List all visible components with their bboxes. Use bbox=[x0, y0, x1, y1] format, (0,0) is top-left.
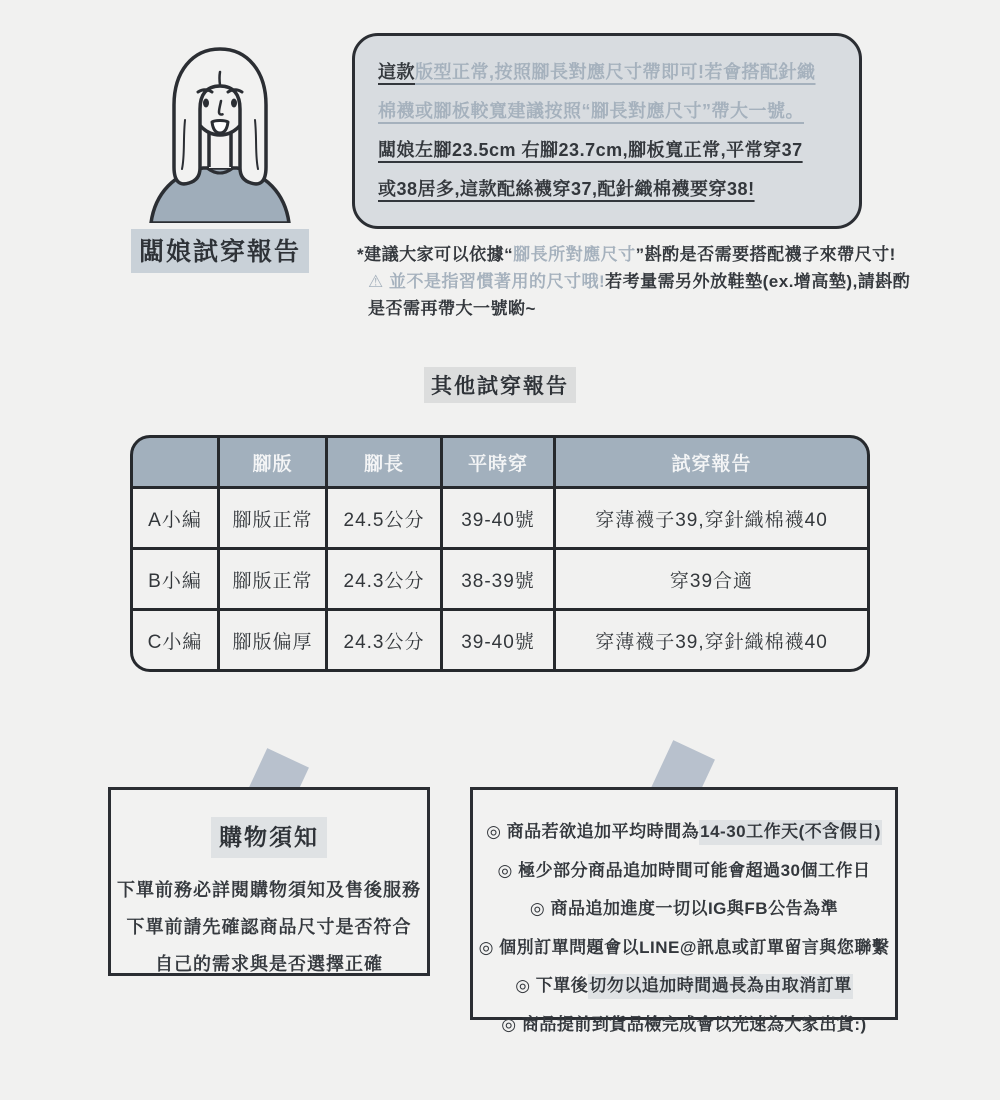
table-row-b-foot-shape: 腳版正常 bbox=[220, 550, 325, 608]
table-row-c-foot-shape: 腳版偏厚 bbox=[220, 611, 325, 669]
shopping-notice-body bbox=[111, 872, 427, 983]
shopping-notice-title bbox=[111, 817, 427, 858]
table-row-b-report: 穿39合適 bbox=[556, 550, 867, 608]
bubble-line-4: 或38居多,這款配絲襪穿37,配針織棉襪要穿38! bbox=[378, 179, 755, 199]
fitting-speech-bubble bbox=[352, 33, 862, 229]
boss-avatar bbox=[145, 45, 295, 223]
bubble-line-2: 棉襪或腳板較寬建議按照“腳長對應尺寸”帶大一號。 bbox=[378, 101, 804, 121]
order-note-5: ◎ 下單後切勿以追加時間過長為由取消訂單 bbox=[473, 967, 895, 1006]
woman-avatar-illustration bbox=[145, 45, 295, 223]
fitting-report-table bbox=[130, 435, 870, 672]
table-row-a-name: A小編 bbox=[133, 489, 217, 547]
table-header-usual-size: 平時穿 bbox=[443, 438, 553, 486]
table-row-c-foot-length: 24.3公分 bbox=[328, 611, 440, 669]
order-notes-box bbox=[470, 787, 898, 1034]
table-row-a-report: 穿薄襪子39,穿針織棉襪40 bbox=[556, 489, 867, 547]
table-row-b-usual-size: 38-39號 bbox=[443, 550, 553, 608]
table-row-c-usual-size: 39-40號 bbox=[443, 611, 553, 669]
boss-report-label-text: 闆娘試穿報告 bbox=[131, 229, 309, 273]
table-row-c-name: C小編 bbox=[133, 611, 217, 669]
shopping-notice-line-1: 下單前務必詳閱購物須知及售後服務 bbox=[117, 880, 421, 900]
table-row-c-report: 穿薄襪子39,穿針織棉襪40 bbox=[556, 611, 867, 669]
table-header-empty bbox=[133, 438, 217, 486]
table-row-b-foot-length: 24.3公分 bbox=[328, 550, 440, 608]
bubble-line-3: 闆娘左腳23.5cm 右腳23.7cm,腳板寬正常,平常穿37 bbox=[378, 140, 803, 160]
warning-icon: ⚠ 並不是指習慣著用的尺寸哦! bbox=[368, 272, 606, 291]
table-row-a-foot-shape: 腳版正常 bbox=[220, 489, 325, 547]
table-row-a-foot-length: 24.5公分 bbox=[328, 489, 440, 547]
shopping-notice-box bbox=[108, 787, 430, 976]
order-note-4: ◎ 個別訂單問題會以LINE@訊息或訂單留言與您聯繫 bbox=[478, 937, 890, 957]
order-note-1: ◎ 商品若欲追加平均時間為14-30工作天(不含假日) bbox=[473, 813, 895, 852]
table-header-foot-length: 腳長 bbox=[328, 438, 440, 486]
sizing-note-3: 是否需再帶大一號喲~ bbox=[368, 299, 536, 318]
order-note-3: ◎ 商品追加進度一切以IG與FB公告為準 bbox=[529, 899, 839, 918]
table-row-b-name: B小編 bbox=[133, 550, 217, 608]
other-reports-heading-text: 其他試穿報告 bbox=[424, 367, 576, 403]
boss-report-label bbox=[120, 229, 320, 273]
sizing-notes bbox=[357, 241, 917, 322]
table-header-foot-shape: 腳版 bbox=[220, 438, 325, 486]
order-note-2: ◎ 極少部分商品追加時間可能會超過30個工作日 bbox=[497, 860, 871, 880]
shopping-notice-line-3: 自己的需求與是否選擇正確 bbox=[155, 954, 383, 974]
sizing-note-1: *建議大家可以依據“腳長所對應尺寸”斟酌是否需要搭配襪子來帶尺寸! bbox=[357, 245, 896, 264]
bubble-line-1: 這款版型正常,按照腳長對應尺寸帶即可!若會搭配針織 bbox=[378, 62, 816, 82]
table-row-a-usual-size: 39-40號 bbox=[443, 489, 553, 547]
shopping-notice-title-text: 購物須知 bbox=[211, 817, 327, 858]
sizing-note-2: ⚠ 並不是指習慣著用的尺寸哦!若考量需另外放鞋墊(ex.增高墊),請斟酌 bbox=[368, 272, 911, 291]
other-reports-heading bbox=[0, 367, 1000, 403]
order-note-6: ◎ 商品提前到貨品檢完成會以光速為大家出貨:) bbox=[501, 1014, 867, 1034]
shopping-notice-line-2: 下單前請先確認商品尺寸是否符合 bbox=[126, 917, 412, 937]
table-header-report: 試穿報告 bbox=[556, 438, 867, 486]
